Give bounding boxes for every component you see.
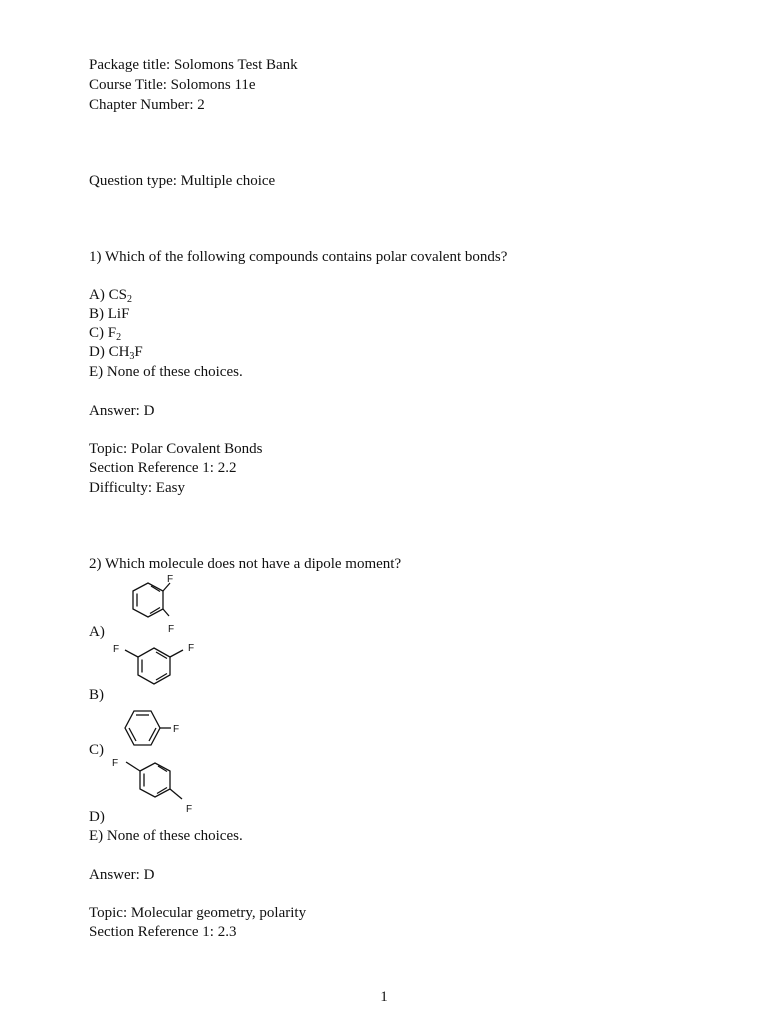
q2-choice-d-label: D) [89,809,105,825]
package-title: Package title: Solomons Test Bank [89,57,298,73]
q1-choice-b-text: B) LiF [89,306,130,322]
q2-choice-b-label: B) [89,687,104,703]
question-2-prompt: 2) Which molecule does not have a dipole moment? [89,556,402,572]
molecule-b-fluorine-label: F [113,644,120,655]
molecule-b-cf-bond [125,650,138,657]
q1-difficulty: Difficulty: Easy [89,480,185,496]
molecule-c-fluorine-label: F [173,724,180,735]
q1-choice-c-sub: 2 [116,332,122,343]
q1-choice-e [89,363,243,381]
q1-answer: Answer: D [89,403,155,419]
q2-choice-c-label: C) [89,742,104,758]
q2-molecule-b [110,640,200,700]
molecule-c-ring [125,711,160,745]
molecule-b-cf-bond [170,650,183,657]
q1-section-reference: Section Reference 1: 2.2 [89,460,237,476]
q1-choice-b [89,305,129,323]
q1-choice-d [89,343,143,361]
q1-choice-a-text: A) CS [89,287,127,303]
chapter-number: Chapter Number: 2 [89,97,205,113]
q2-molecule-a [110,572,190,638]
molecule-d-fluorine-label: F [186,804,193,815]
question-1-prompt: 1) Which of the following compounds contains polar covalent bonds? [89,249,508,265]
q2-molecule-d [106,757,196,819]
molecule-b-double-bond [156,674,167,681]
page-number: 1 [380,989,388,1005]
q1-choice-e-text: E) None of these choices. [89,364,243,380]
molecule-b-double-bond [156,652,167,659]
molecule-b-fluorine-label: F [188,643,195,654]
molecule-d-cf-bond [126,762,140,771]
question-type: Question type: Multiple choice [89,173,276,189]
q1-topic: Topic: Polar Covalent Bonds [89,441,263,457]
course-title: Course Title: Solomons 11e [89,77,256,93]
q2-answer: Answer: D [89,867,155,883]
molecule-a-fluorine-label: F [167,574,174,585]
q2-choice-e: E) None of these choices. [89,828,243,844]
q1-choice-c [89,324,121,342]
q1-choice-d-text: D) CH [89,344,130,360]
q1-choice-d-suffix: F [134,344,143,360]
molecule-b-ring [138,648,170,684]
q2-section-reference: Section Reference 1: 2.3 [89,924,237,940]
molecule-c-double-bond [129,728,136,741]
q1-choice-a-sub: 2 [126,294,132,305]
q1-choice-d-sub: 3 [129,351,135,362]
molecule-d-cf-bond [170,789,182,799]
molecule-c-double-bond [149,728,156,741]
molecule-a-fluorine-label: F [168,624,175,635]
q1-choice-c-text: C) F [89,325,117,341]
molecule-d-fluorine-label: F [112,758,119,769]
q2-choice-a-label: A) [89,624,105,640]
q2-topic: Topic: Molecular geometry, polarity [89,905,307,921]
q2-molecule-c [105,705,195,755]
q1-choice-a [89,286,132,304]
molecule-a-cf-bond [163,609,169,616]
